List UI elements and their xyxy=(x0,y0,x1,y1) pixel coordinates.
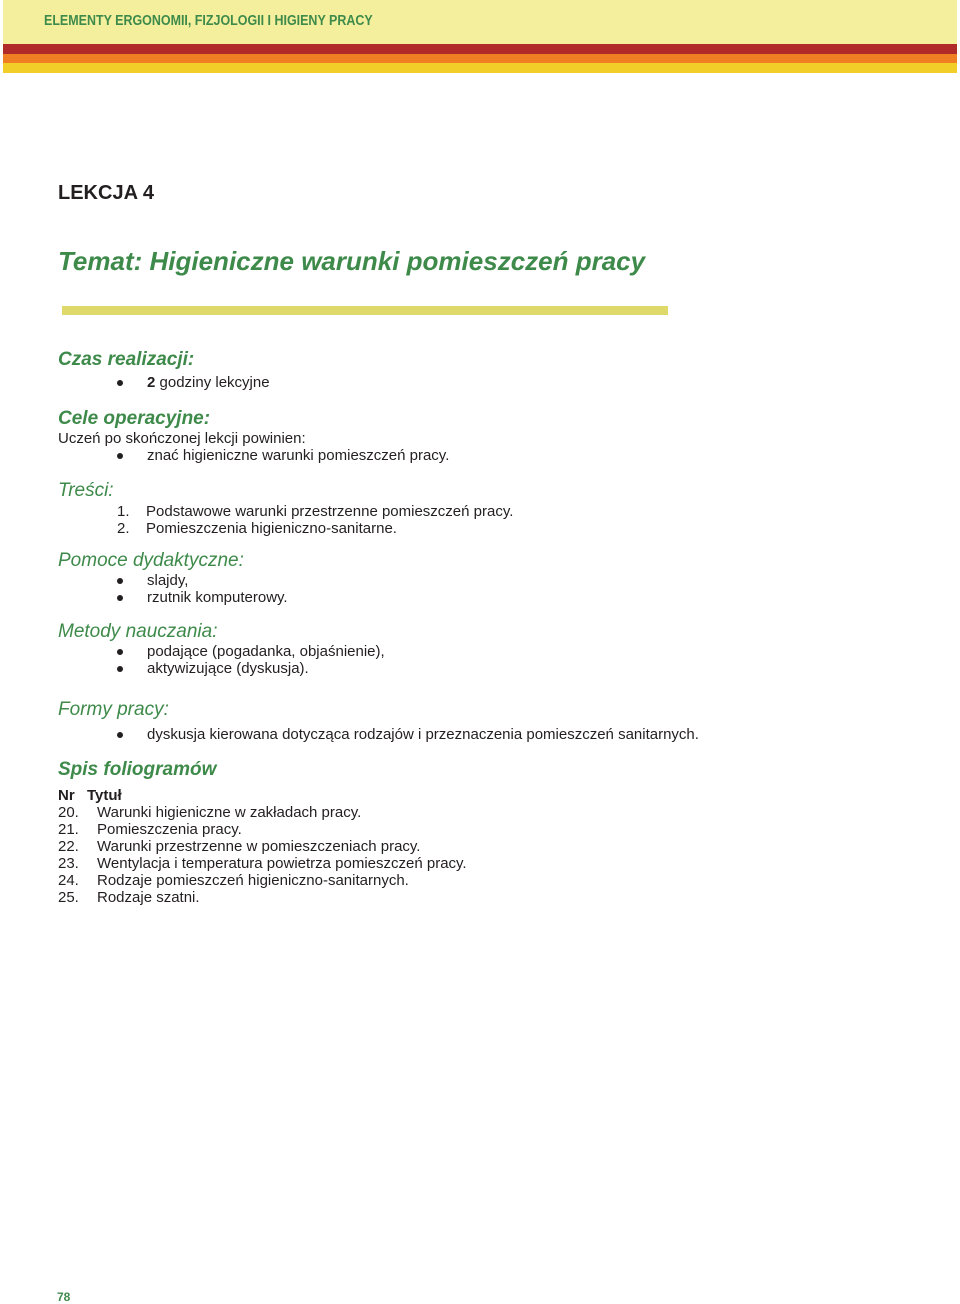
list-item xyxy=(58,374,920,391)
section-title-tresci: Treści: xyxy=(58,480,114,501)
list-item-text: slajdy, xyxy=(147,572,189,589)
bullet-icon xyxy=(117,380,123,386)
section-title-cele: Cele operacyjne: xyxy=(58,408,211,429)
row-title: Wentylacja i temperatura powietrza pomieszczeń pracy. xyxy=(97,855,467,872)
bullet-icon xyxy=(117,453,123,459)
cele-intro: Uczeń po skończonej lekcji powinien: xyxy=(58,430,306,447)
row-number: 22. xyxy=(58,838,79,855)
hours-count: 2 xyxy=(147,374,156,391)
foliogram-table xyxy=(58,787,920,906)
list-item xyxy=(58,572,920,589)
lesson-number: LEKCJA 4 xyxy=(58,182,154,204)
list-item xyxy=(58,520,920,537)
row-title: Pomieszczenia pracy. xyxy=(97,821,242,838)
table-header xyxy=(58,787,920,804)
row-number: 24. xyxy=(58,872,79,889)
item-number: 1. xyxy=(117,503,130,520)
list-item xyxy=(58,503,920,520)
list-item-text: rzutnik komputerowy. xyxy=(147,589,288,606)
bullet-icon xyxy=(117,649,123,655)
row-title: Warunki przestrzenne w pomieszczeniach pracy. xyxy=(97,838,421,855)
column-header-title: Tytuł xyxy=(87,787,122,804)
section-metody-nauczania xyxy=(58,621,920,677)
section-pomoce-dydaktyczne xyxy=(58,550,920,606)
row-number: 23. xyxy=(58,855,79,872)
table-row xyxy=(58,855,920,872)
row-title: Warunki higieniczne w zakładach pracy. xyxy=(97,804,362,821)
hours-label: godziny lekcyjne xyxy=(155,374,270,391)
bullet-icon xyxy=(117,732,123,738)
section-czas-realizacji xyxy=(58,349,920,391)
section-cele-operacyjne xyxy=(58,408,920,464)
list-item-text: Podstawowe warunki przestrzenne pomieszczeń pracy. xyxy=(146,503,514,520)
table-row xyxy=(58,838,920,855)
row-title: Rodzaje pomieszczeń higieniczno-sanitarnych. xyxy=(97,872,409,889)
list-item xyxy=(58,660,920,677)
running-title: ELEMENTY ERGONOMII, FIZJOLOGII I HIGIENY PRACY xyxy=(44,13,373,29)
list-item xyxy=(58,643,920,660)
bullet-icon xyxy=(117,666,123,672)
section-title-metody: Metody nauczania: xyxy=(58,621,218,642)
list-item xyxy=(58,589,920,606)
bullet-icon xyxy=(117,578,123,584)
section-spis-foliogramow xyxy=(58,759,920,906)
section-tresci xyxy=(58,480,920,537)
header-stripe-yellow xyxy=(3,63,957,73)
list-item-text: znać higieniczne warunki pomieszczeń pracy. xyxy=(147,447,450,464)
list-item xyxy=(58,447,920,464)
table-row xyxy=(58,872,920,889)
page-number: 78 xyxy=(57,1290,71,1304)
column-header-nr: Nr xyxy=(58,787,75,804)
section-formy-pracy xyxy=(58,699,920,743)
topic-underline-bar xyxy=(62,306,668,315)
lesson-topic: Temat: Higieniczne warunki pomieszczeń pracy xyxy=(58,246,646,276)
list-item xyxy=(58,726,920,743)
row-number: 20. xyxy=(58,804,79,821)
item-number: 2. xyxy=(117,520,130,537)
list-item-text: Pomieszczenia higieniczno-sanitarne. xyxy=(146,520,397,537)
table-row xyxy=(58,821,920,838)
table-row xyxy=(58,804,920,821)
bullet-icon xyxy=(117,595,123,601)
list-item-text: podające (pogadanka, objaśnienie), xyxy=(147,643,385,660)
section-title-czas: Czas realizacji: xyxy=(58,349,195,370)
section-title-formy: Formy pracy: xyxy=(58,699,169,720)
row-number: 25. xyxy=(58,889,79,906)
list-item-text: aktywizujące (dyskusja). xyxy=(147,660,309,677)
row-number: 21. xyxy=(58,821,79,838)
row-title: Rodzaje szatni. xyxy=(97,889,200,906)
section-title-spis: Spis foliogramów xyxy=(58,759,217,780)
header-band xyxy=(3,0,957,44)
section-title-pomoce: Pomoce dydaktyczne: xyxy=(58,550,244,571)
header-stripe-red xyxy=(3,44,957,54)
table-row xyxy=(58,889,920,906)
header-stripe-orange xyxy=(3,54,957,63)
list-item-text: dyskusja kierowana dotycząca rodzajów i przeznaczenia pomieszczeń sanitarnych. xyxy=(147,726,699,743)
